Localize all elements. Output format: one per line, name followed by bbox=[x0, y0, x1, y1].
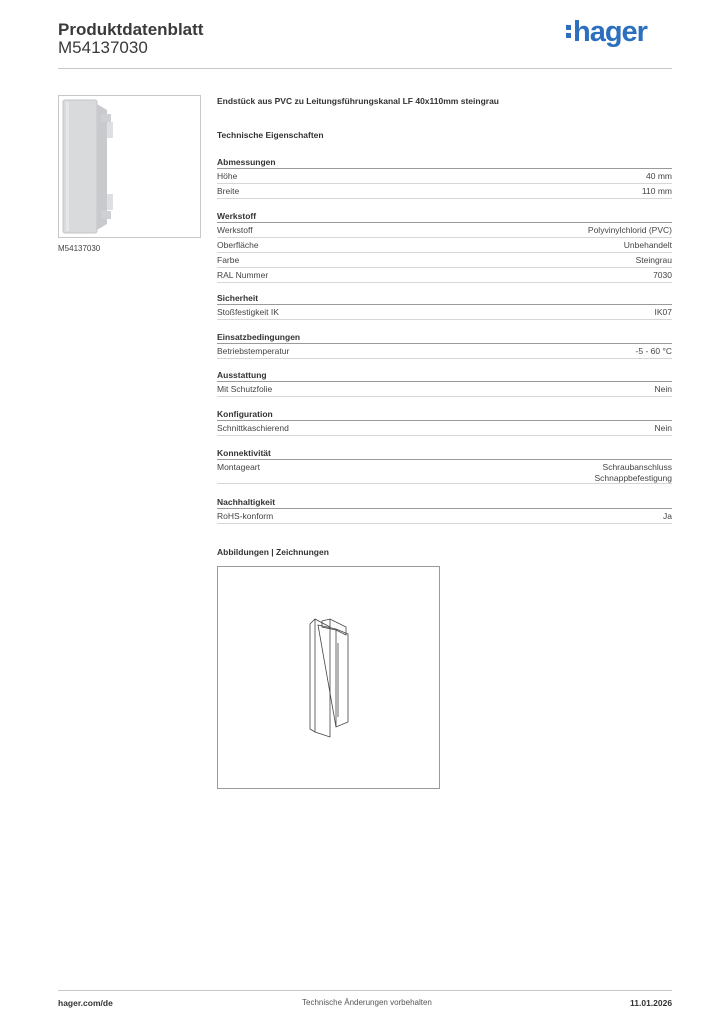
page-title: Produktdatenblatt bbox=[58, 20, 204, 39]
section-abmessungen bbox=[217, 156, 672, 199]
property-value: Nein bbox=[654, 423, 672, 433]
header-divider bbox=[58, 68, 672, 69]
section-title: Nachhaltigkeit bbox=[217, 496, 672, 509]
property-label: Farbe bbox=[217, 255, 240, 265]
section-title: Konnektivität bbox=[217, 447, 672, 460]
property-label: RoHS-konform bbox=[217, 511, 274, 521]
property-label: Betriebstemperatur bbox=[217, 346, 290, 356]
property-row bbox=[217, 305, 672, 320]
property-value: Steingrau bbox=[635, 255, 672, 265]
property-row bbox=[217, 344, 672, 359]
property-value: Nein bbox=[654, 384, 672, 394]
property-value-line: Schnappbefestigung bbox=[594, 473, 672, 483]
property-value: 7030 bbox=[653, 270, 672, 280]
property-label: Oberfläche bbox=[217, 240, 259, 250]
technical-drawing bbox=[217, 566, 440, 789]
property-row bbox=[217, 382, 672, 397]
section-konfiguration bbox=[217, 408, 672, 436]
section-title: Werkstoff bbox=[217, 210, 672, 223]
property-value: Polyvinylchlorid (PVC) bbox=[587, 225, 672, 235]
property-row bbox=[217, 253, 672, 268]
property-value bbox=[594, 462, 672, 483]
property-label: Montageart bbox=[217, 462, 260, 472]
property-row bbox=[217, 268, 672, 283]
section-werkstoff bbox=[217, 210, 672, 283]
section-ausstattung bbox=[217, 369, 672, 397]
property-label: Höhe bbox=[217, 171, 238, 181]
property-value-line: Schraubanschluss bbox=[602, 462, 672, 472]
logo-dots-icon bbox=[566, 22, 571, 41]
property-label: Breite bbox=[217, 186, 240, 196]
footer-divider bbox=[58, 990, 672, 991]
section-konnektivitaet bbox=[217, 447, 672, 484]
section-title: Einsatzbedingungen bbox=[217, 331, 672, 344]
tech-properties-heading: Technische Eigenschaften bbox=[217, 130, 324, 140]
section-title: Ausstattung bbox=[217, 369, 672, 382]
property-value: -5 - 60 °C bbox=[635, 346, 672, 356]
product-number: M54137030 bbox=[58, 38, 148, 57]
end-cap-drawing-icon bbox=[218, 567, 439, 788]
footer-note: Technische Änderungen vorbehalten bbox=[302, 998, 432, 1007]
property-row bbox=[217, 223, 672, 238]
section-title: Abmessungen bbox=[217, 156, 672, 169]
property-row bbox=[217, 509, 672, 524]
footer-url[interactable]: hager.com/de bbox=[58, 998, 113, 1008]
property-label: RAL Nummer bbox=[217, 270, 269, 280]
section-einsatzbedingungen bbox=[217, 331, 672, 359]
brand-logo bbox=[566, 16, 647, 49]
brand-name: hager bbox=[573, 16, 647, 48]
property-value: 110 mm bbox=[641, 186, 672, 196]
section-title: Konfiguration bbox=[217, 408, 672, 421]
footer-date: 11.01.2026 bbox=[630, 998, 673, 1008]
property-value: Unbehandelt bbox=[623, 240, 672, 250]
property-row bbox=[217, 421, 672, 436]
property-value: 40 mm bbox=[646, 171, 672, 181]
photo-caption: M54137030 bbox=[58, 244, 101, 253]
property-row bbox=[217, 238, 672, 253]
drawings-heading: Abbildungen | Zeichnungen bbox=[217, 547, 329, 557]
section-nachhaltigkeit bbox=[217, 496, 672, 524]
product-photo bbox=[58, 95, 201, 238]
property-value: IK07 bbox=[654, 307, 672, 317]
property-row bbox=[217, 169, 672, 184]
property-label: Werkstoff bbox=[217, 225, 253, 235]
product-description: Endstück aus PVC zu Leitungsführungskanal LF 40x110mm steingrau bbox=[217, 96, 499, 106]
property-label: Stoßfestigkeit IK bbox=[217, 307, 279, 317]
property-label: Schnittkaschierend bbox=[217, 423, 289, 433]
property-row bbox=[217, 184, 672, 199]
section-title: Sicherheit bbox=[217, 292, 672, 305]
section-sicherheit bbox=[217, 292, 672, 320]
property-label: Mit Schutzfolie bbox=[217, 384, 273, 394]
property-row bbox=[217, 460, 672, 484]
end-cap-photo-icon bbox=[59, 96, 200, 237]
property-value: Ja bbox=[663, 511, 672, 521]
